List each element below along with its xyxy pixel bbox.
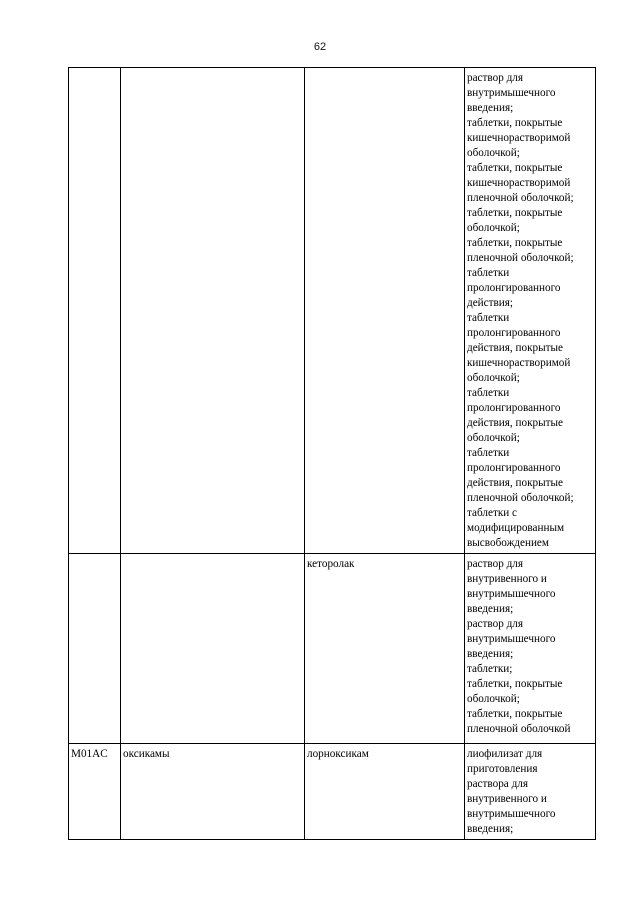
dosage-form-line: пленочной оболочкой; <box>467 252 574 264</box>
drug-name-cell: лорноксикам <box>305 744 465 840</box>
dosage-form-line: раствор для <box>467 618 524 630</box>
dosage-form-line: кишечнорастворимой <box>467 132 571 144</box>
dosage-form-line: таблетки, покрытые <box>467 207 563 219</box>
dosage-form-line: раствора для <box>467 778 528 790</box>
dosage-form-line: действия, покрытые <box>467 417 564 429</box>
dosage-form-line: оболочкой; <box>467 372 520 384</box>
dosage-form-line: таблетки с <box>467 507 518 519</box>
dosage-form-line: внутривенного и <box>467 573 547 585</box>
dosage-form-line: оболочкой; <box>467 222 520 234</box>
drug-name-cell <box>305 68 465 554</box>
dosage-form-line: внутримышечного <box>467 87 556 99</box>
dosage-form-line: таблетки, покрытые <box>467 237 563 249</box>
page-number: 62 <box>313 41 327 53</box>
dosage-form-line: таблетки; <box>467 663 513 675</box>
dosage-form-line: пленочной оболочкой <box>467 723 571 735</box>
dosage-form-line: таблетки <box>467 312 510 324</box>
dosage-form-line: введения; <box>467 823 514 835</box>
dosage-form-line: модифицированным <box>467 522 565 534</box>
dosage-form-line: пролонгированного <box>467 282 561 294</box>
dosage-form-line: таблетки, покрытые <box>467 162 563 174</box>
dosage-forms-cell <box>465 744 596 840</box>
dosage-form-line: введения; <box>467 102 514 114</box>
dosage-form-line: пленочной оболочкой; <box>467 192 574 204</box>
dosage-form-line: оболочкой; <box>467 693 520 705</box>
dosage-form-line: пролонгированного <box>467 462 561 474</box>
dosage-form-line: высвобождением <box>467 537 549 549</box>
dosage-forms-cell <box>465 554 596 744</box>
dosage-form-line: внутримышечного <box>467 633 556 645</box>
atc-code-cell: M01AC <box>69 744 121 840</box>
dosage-form-line: таблетки, покрытые <box>467 117 563 129</box>
dosage-form-line: внутривенного и <box>467 793 547 805</box>
dosage-form-line: приготовления <box>467 763 538 775</box>
dosage-form-line: таблетки, покрытые <box>467 708 563 720</box>
group-name-cell: оксикамы <box>121 744 305 840</box>
dosage-form-line: таблетки <box>467 267 510 279</box>
dosage-form-line: кишечнорастворимой <box>467 177 571 189</box>
table-row <box>69 68 596 554</box>
dosage-form-line: действия; <box>467 297 514 309</box>
atc-code-cell <box>69 554 121 744</box>
table-row <box>69 744 596 840</box>
dosage-form-line: кишечнорастворимой <box>467 357 571 369</box>
atc-code-cell <box>69 68 121 554</box>
dosage-form-line: лиофилизат для <box>467 748 543 760</box>
dosage-form-line: таблетки <box>467 447 510 459</box>
group-name-cell <box>121 554 305 744</box>
dosage-form-line: таблетки <box>467 387 510 399</box>
drug-table <box>68 67 596 840</box>
dosage-form-line: таблетки, покрытые <box>467 678 563 690</box>
dosage-form-line: оболочкой; <box>467 147 520 159</box>
dosage-form-line: внутримышечного <box>467 588 556 600</box>
dosage-form-line: внутримышечного <box>467 808 556 820</box>
dosage-form-line: введения; <box>467 648 514 660</box>
dosage-form-line: раствор для <box>467 72 524 84</box>
drug-name-cell: кеторолак <box>305 554 465 744</box>
dosage-form-line: оболочкой; <box>467 432 520 444</box>
dosage-form-line: пролонгированного <box>467 402 561 414</box>
table-body <box>69 68 596 840</box>
dosage-form-line: раствор для <box>467 558 524 570</box>
group-name-cell <box>121 68 305 554</box>
dosage-forms-cell <box>465 68 596 554</box>
dosage-form-line: пролонгированного <box>467 327 561 339</box>
dosage-form-line: введения; <box>467 603 514 615</box>
dosage-form-line: действия, покрытые <box>467 477 564 489</box>
dosage-form-line: действия, покрытые <box>467 342 564 354</box>
table-row <box>69 554 596 744</box>
dosage-form-line: пленочной оболочкой; <box>467 492 574 504</box>
